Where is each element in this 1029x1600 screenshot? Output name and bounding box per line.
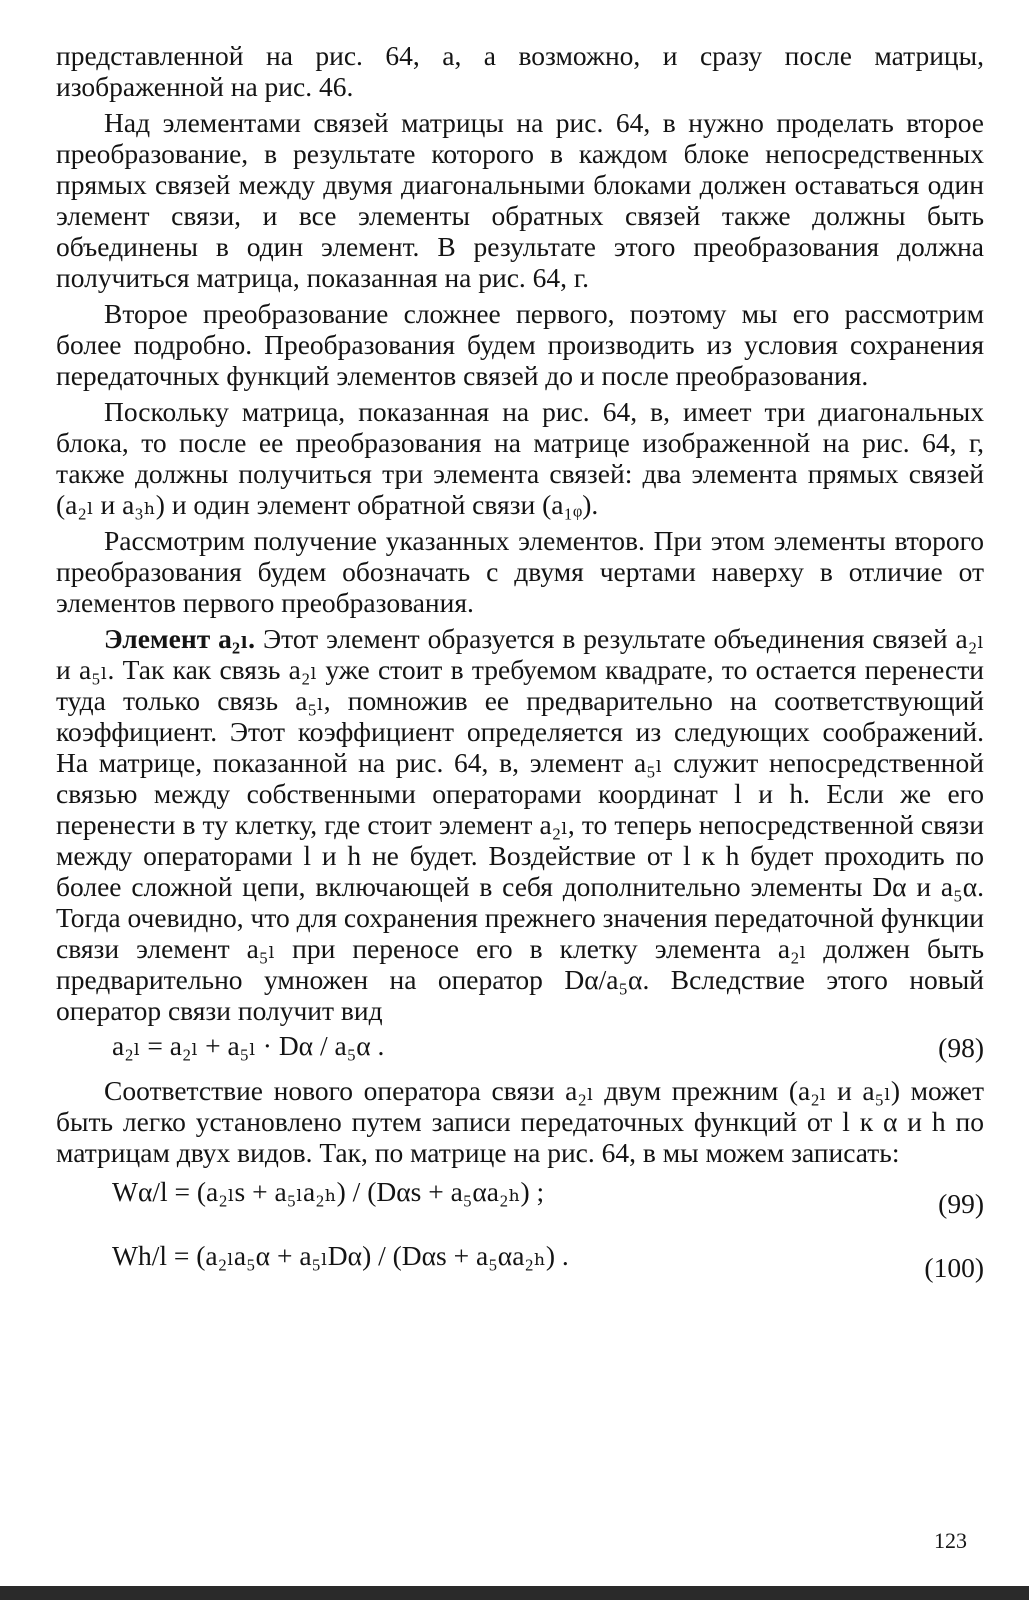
paragraph-5: Рассмотрим получение указанных элементов. При этом элементы второго преобразования будем обозначать с двумя чертами наверху в отличие от элементов первого преобразования. — [56, 525, 984, 618]
paragraph-2: Над элементами связей матрицы на рис. 64, в нужно проделать второе преобразование, в результате которого в каждом блоке непосредственных прямых связей между двумя диагональными блоками должен оставаться один элемент связи, и все элементы обратных связей также должны быть объединены в один элемент. В результате этого преобразования должна получиться матрица, показанная на рис. 64, г. — [56, 107, 984, 293]
equation-100-formula: Wh/l = (a₂ₗa₅α + a₅ₗDα) / (Dαs + a₅αa₂ₕ) . — [112, 1240, 569, 1271]
page-number: 123 — [934, 1528, 967, 1553]
equation-98-formula: a₂ₗ = a₂ₗ + a₅ₗ · Dα / a₅α . — [112, 1030, 385, 1061]
equation-98 — [56, 1030, 984, 1070]
page-text-block — [56, 40, 984, 1298]
equation-98-number: (98) — [938, 1032, 984, 1063]
equation-99-number: (99) — [938, 1188, 984, 1219]
element-heading: Элемент a₂ₗ. — [104, 623, 256, 654]
paragraph-1: представленной на рис. 64, а, а возможно, и сразу после матрицы, изображенной на рис. 46. — [56, 40, 984, 102]
paragraph-3: Второе преобразование сложнее первого, поэтому мы его рассмотрим более подробно. Преобразования будем производить из условия сохранения передаточных функций элементов связей до и после преобразования. — [56, 298, 984, 391]
equation-99-formula: Wα/l = (a₂ₗs + a₅ₗa₂ₕ) / (Dαs + a₅αa₂ₕ) ; — [112, 1176, 545, 1207]
equation-99 — [56, 1172, 984, 1232]
equation-100-number: (100) — [924, 1252, 984, 1283]
paragraph-element-a2l — [56, 623, 984, 1026]
element-paragraph-text: Этот элемент образуется в результате объединения связей a₂ₗ и a₅ₗ. Так как связь a₂ₗ уже стоит в требуемом квадрате, то остается перенести туда только связь a₅ₗ, помножив ее предварительно на соответствующий коэффициент. Этот коэффициент определяется из следующих соображений. На матрице, показанной на рис. 64, в, элемент a₅ₗ служит непосредственной связью между собственными операторами координат l и h. Если же его перенести в ту клетку, где стоит элемент a₂ₗ, то теперь непосредственной связи между операторами l и h не будет. Воздействие от l к h будет проходить по более сложной цепи, включающей в себя дополнительно элементы Dα и a₅α. Тогда очевидно, что для сохранения прежнего значения передаточной функции связи элемент a₅ₗ при переносе его в клетку элемента a₂ₗ должен быть предварительно умножен на оператор Dα/a₅α. Вследствие этого новый оператор связи получит вид — [56, 623, 984, 1026]
paragraph-after-equation-98: Соответствие нового оператора связи a₂ₗ двум прежним (a₂ₗ и a₅ₗ) может быть легко установлено путем записи передаточных функций от l к α и h по матрицам двух видов. Так, по матрице на рис. 64, в мы можем записать: — [56, 1075, 984, 1168]
equation-100 — [56, 1236, 984, 1296]
scan-bottom-edge — [0, 1586, 1029, 1600]
paragraph-4: Поскольку матрица, показанная на рис. 64, в, имеет три диагональных блока, то после ее преобразования на матрице изображенной на рис. 64, г, также должны получиться три элемента связей: два элемента прямых связей (a₂ₗ и a₃ₕ) и один элемент обратной связи (a₁ᵩ). — [56, 396, 984, 520]
